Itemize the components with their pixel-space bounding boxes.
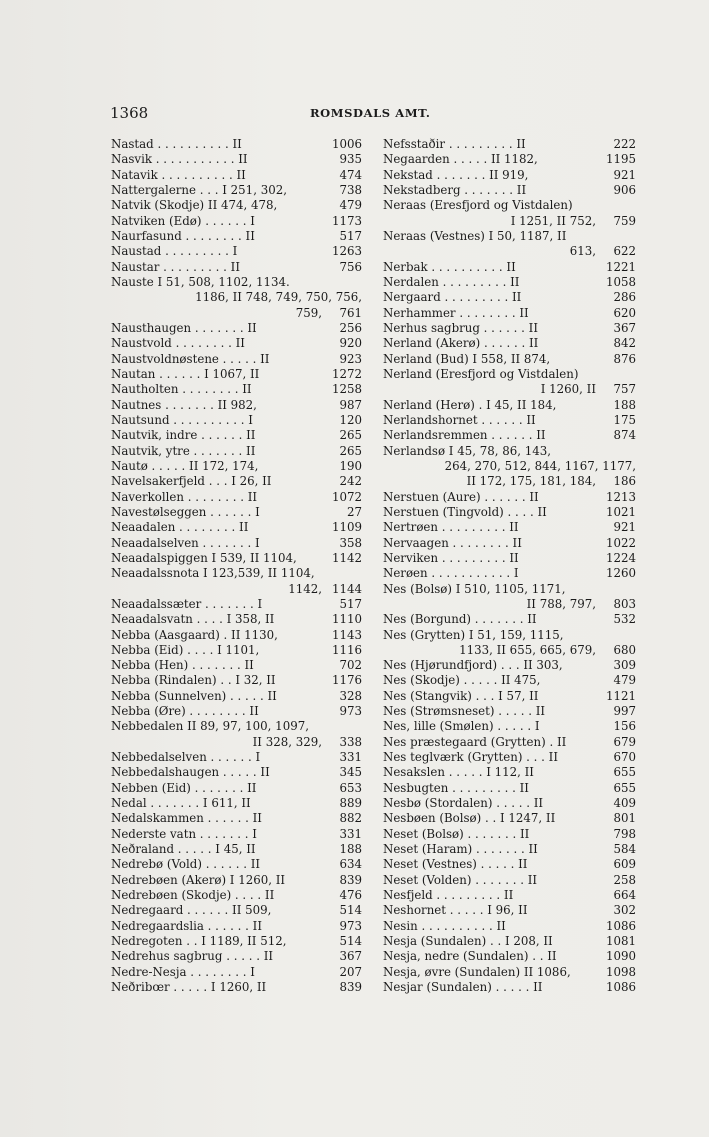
entry-line: Nautvik, ytre . . . . . . . II 265 (111, 443, 362, 458)
entry-line: Nerviken . . . . . . . . . II 1224 (383, 550, 636, 565)
index-entry (111, 474, 362, 489)
entry-line: Nervaagen . . . . . . . . II 1022 (383, 535, 636, 550)
index-entry (383, 551, 636, 566)
index-entry (111, 168, 362, 183)
entry-line: Naurfasund . . . . . . . . II 517 (111, 228, 362, 243)
index-entry (383, 321, 636, 336)
entry-line: Neset (Volden) . . . . . . . II 258 (383, 872, 636, 887)
index-entry (111, 612, 362, 627)
entry-line: Nebba (Øre) . . . . . . . . II 973 (111, 704, 362, 719)
entry-line: Natvik (Skodje) II 474, 478, 479 (111, 198, 362, 213)
index-entry (111, 796, 362, 811)
index-entry (111, 459, 362, 474)
entry-line: Nesja, nedre (Sundalen) . . II 1090 (383, 949, 636, 964)
entry-line: Nebba (Aasgaard) . II 1130, 1143 (111, 627, 362, 642)
entry-line: Neaadalspiggen I 539, II 1104, 1142 (111, 550, 362, 565)
index-entry (111, 321, 362, 336)
entry-line: Naustad . . . . . . . . . I 1263 (111, 244, 362, 259)
index-entry (111, 919, 362, 934)
index-entry (383, 183, 636, 198)
entry-line: Nekstadberg . . . . . . . II 906 (383, 182, 636, 197)
entry-line: Nes (Bolsø) I 510, 1105, 1171, (383, 581, 566, 596)
index-entry (383, 689, 636, 704)
entry-line: Nautvik, indre . . . . . . II 265 (111, 428, 362, 443)
index-entry (111, 704, 362, 719)
entry-line: Neshornet . . . . . I 96, II 302 (383, 903, 636, 918)
page-number: 1368 (110, 104, 149, 122)
index-entry (111, 949, 362, 964)
index-entry (383, 719, 636, 734)
index-entry (111, 781, 362, 796)
entry-line: Neset (Haram) . . . . . . . II 584 (383, 842, 636, 857)
index-entry (111, 260, 362, 275)
index-entry (111, 244, 362, 259)
entry-line: Nattergalerne . . . I 251, 302, 738 (111, 182, 362, 197)
index-entry (383, 428, 636, 443)
entry-line: Nebba (Hen) . . . . . . . II 702 (111, 658, 362, 673)
index-entry (383, 520, 636, 535)
index-entry (383, 413, 636, 428)
index-entry (111, 857, 362, 872)
index-entry (111, 183, 362, 198)
index-column-right (383, 137, 636, 995)
index-entry (111, 444, 362, 459)
entry-line: Naustvold . . . . . . . . II 920 (111, 336, 362, 351)
index-entry (383, 949, 636, 964)
index-entry (383, 919, 636, 934)
entry-line: Nerhammer . . . . . . . . II 620 (383, 305, 636, 320)
index-entry (383, 873, 636, 888)
index-entry (383, 444, 636, 490)
entry-line: Nastad . . . . . . . . . . II 1006 (111, 137, 362, 151)
index-entry (111, 658, 362, 673)
entry-line: Nautø . . . . . II 172, 174, 190 (111, 458, 362, 473)
index-entry (111, 352, 362, 367)
entry-line: Nesakslen . . . . . I 112, II 655 (383, 765, 636, 780)
index-entry (111, 336, 362, 351)
index-entry (111, 811, 362, 826)
index-entry (383, 367, 636, 398)
index-entry (111, 490, 362, 505)
index-entry (111, 903, 362, 918)
index-entry (383, 505, 636, 520)
index-entry (383, 137, 636, 152)
entry-line: Nesbøen (Bolsø) . . I 1247, II 801 (383, 811, 636, 826)
entry-line: Nerland (Akerø) . . . . . . II 842 (383, 336, 636, 351)
entry-continuation: 1133, II 655, 665, 679, 680 (459, 642, 636, 657)
entry-continuation: II 328, 329, 338 (252, 734, 362, 749)
index-entry (111, 566, 362, 597)
index-entry (383, 673, 636, 688)
entry-line: Nedalskammen . . . . . . II 882 (111, 811, 362, 826)
index-entry (383, 536, 636, 551)
index-entry (383, 735, 636, 750)
index-entry (383, 903, 636, 918)
index-entry (383, 934, 636, 949)
entry-line: Negaarden . . . . . II 1182, 1195 (383, 152, 636, 167)
index-entry (111, 505, 362, 520)
entry-continuation: II 788, 797, 803 (526, 596, 636, 611)
index-entry (383, 290, 636, 305)
entry-line: Nerland (Eresfjord og Vistdalen) (383, 366, 579, 381)
entry-line: Nebba (Rindalen) . . I 32, II 1176 (111, 673, 362, 688)
entry-line: Nesjar (Sundalen) . . . . . II 1086 (383, 980, 636, 995)
index-entry (111, 398, 362, 413)
entry-line: Nedrebøen (Akerø) I 1260, II 839 (111, 872, 362, 887)
entry-line: Navelsakerfjeld . . . I 26, II 242 (111, 474, 362, 489)
entry-line: Neraas (Eresfjord og Vistdalen) (383, 198, 573, 213)
index-entry (383, 229, 636, 260)
index-entry (383, 612, 636, 627)
index-entry (383, 842, 636, 857)
index-entry (111, 428, 362, 443)
entry-line: Nes (Hjørundfjord) . . . II 303, 309 (383, 658, 636, 673)
entry-line: Nesin . . . . . . . . . . II 1086 (383, 918, 636, 933)
index-entry (383, 490, 636, 505)
entry-line: Neaadalssæter . . . . . . . I 517 (111, 596, 362, 611)
index-entry (111, 214, 362, 229)
entry-line: Nes præstegaard (Grytten) . II 679 (383, 734, 636, 749)
entry-line: Neðraland . . . . . I 45, II 188 (111, 842, 362, 857)
index-entry (383, 888, 636, 903)
index-entry (383, 352, 636, 367)
entry-line: Nergaard . . . . . . . . . II 286 (383, 290, 636, 305)
index-entry (383, 704, 636, 719)
index-entry (111, 229, 362, 244)
entry-line: Nederste vatn . . . . . . . I 331 (111, 826, 362, 841)
entry-line: Natavik . . . . . . . . . . II 474 (111, 167, 362, 182)
entry-line: Neaadalselven . . . . . . . I 358 (111, 535, 362, 550)
index-entry (383, 658, 636, 673)
entry-line: Nebben (Eid) . . . . . . . II 653 (111, 780, 362, 795)
index-entry (111, 965, 362, 980)
entry-line: Neaadalssnota I 123,539, II 1104, (111, 566, 315, 581)
entry-line: Nautsund . . . . . . . . . . I 120 (111, 412, 362, 427)
index-entry (383, 336, 636, 351)
entry-line: Natviken (Edø) . . . . . . I 1173 (111, 213, 362, 228)
index-entry (111, 827, 362, 842)
entry-line: Nertrøen . . . . . . . . . II 921 (383, 520, 636, 535)
entry-line: Nedrebø (Vold) . . . . . . II 634 (111, 857, 362, 872)
index-entry (111, 980, 362, 995)
index-entry (111, 750, 362, 765)
index-entry (383, 796, 636, 811)
index-entry (383, 398, 636, 413)
entry-line: Nautan . . . . . . I 1067, II 1272 (111, 366, 362, 381)
entry-line: Nautnes . . . . . . . II 982, 987 (111, 397, 362, 412)
index-entry (111, 413, 362, 428)
entry-line: Neset (Bolsø) . . . . . . . II 798 (383, 826, 636, 841)
index-entry (383, 628, 636, 659)
entry-line: Navestølseggen . . . . . . I 27 (111, 504, 362, 519)
entry-line: Nedal . . . . . . . I 611, II 889 (111, 796, 362, 811)
entry-line: Nes (Borgund) . . . . . . . II 532 (383, 612, 636, 627)
entry-line: Nebbedalselven . . . . . . I 331 (111, 750, 362, 765)
entry-continuation: I 1251, II 752, 759 (510, 213, 636, 228)
index-entry (111, 888, 362, 903)
entry-line: Nesbugten . . . . . . . . . II 655 (383, 780, 636, 795)
entry-line: Nausthaugen . . . . . . . II 256 (111, 320, 362, 335)
index-entry (111, 643, 362, 658)
index-entry (383, 965, 636, 980)
entry-line: Nerbak . . . . . . . . . . II 1221 (383, 259, 636, 274)
entry-line: Nes (Skodje) . . . . . II 475, 479 (383, 673, 636, 688)
index-entry (111, 382, 362, 397)
index-entry (383, 781, 636, 796)
entry-continuation: 1186, II 748, 749, 750, 756, (195, 290, 362, 305)
entry-line: Nes (Strømsneset) . . . . . II 997 (383, 704, 636, 719)
entry-line: Nebbedalshaugen . . . . . II 345 (111, 765, 362, 780)
entry-line: Nesja, øvre (Sundalen) II 1086, 1098 (383, 964, 636, 979)
running-title: ROMSDALS AMT. (310, 106, 431, 120)
entry-line: Nerøen . . . . . . . . . . . I 1260 (383, 566, 636, 581)
entry-line: Nerstuen (Aure) . . . . . . II 1213 (383, 489, 636, 504)
entry-line: Nerlandsremmen . . . . . . II 874 (383, 428, 636, 443)
index-entry (111, 597, 362, 612)
index-entry (383, 260, 636, 275)
entry-line: Neset (Vestnes) . . . . . II 609 (383, 857, 636, 872)
entry-line: Nautholten . . . . . . . . II 1258 (111, 382, 362, 397)
index-entry (383, 306, 636, 321)
index-entry (383, 857, 636, 872)
entry-line: Nes (Stangvik) . . . I 57, II 1121 (383, 688, 636, 703)
entry-line: Nesja (Sundalen) . . I 208, II 1081 (383, 934, 636, 949)
entry-line: Nes, lille (Smølen) . . . . . I 156 (383, 719, 636, 734)
entry-line: Nekstad . . . . . . . II 919, 921 (383, 167, 636, 182)
entry-continuation: 759, 761 (295, 305, 362, 320)
entry-line: Nedrehus sagbrug . . . . . II 367 (111, 949, 362, 964)
index-entry (111, 673, 362, 688)
entry-line: Nes teglværk (Grytten) . . . II 670 (383, 750, 636, 765)
entry-continuation: I 1260, II 757 (540, 382, 636, 397)
entry-line: Naverkollen . . . . . . . . II 1072 (111, 489, 362, 504)
entry-line: Nasvik . . . . . . . . . . . II 935 (111, 152, 362, 167)
index-entry (383, 152, 636, 167)
entry-line: Nedre-Nesja . . . . . . . . I 207 (111, 964, 362, 979)
entry-line: Nebba (Sunnelven) . . . . . II 328 (111, 688, 362, 703)
entry-line: Nerland (Bud) I 558, II 874, 876 (383, 351, 636, 366)
entry-line: Neðribœr . . . . . I 1260, II 839 (111, 980, 362, 995)
entry-line: Nebba (Eid) . . . . I 1101, 1116 (111, 642, 362, 657)
entry-line: Nefsstaðir . . . . . . . . . II 222 (383, 137, 636, 151)
entry-line: Nes (Grytten) I 51, 159, 1115, (383, 627, 564, 642)
index-entry (111, 275, 362, 321)
index-entry (383, 168, 636, 183)
index-entry (383, 750, 636, 765)
index-entry (111, 689, 362, 704)
entry-line: Naustvoldnøstene . . . . . II 923 (111, 351, 362, 366)
index-entry (111, 551, 362, 566)
index-entry (111, 765, 362, 780)
index-entry (111, 137, 362, 152)
entry-continuation: 1142, 1144 (288, 581, 362, 596)
index-entry (111, 536, 362, 551)
index-entry (111, 873, 362, 888)
entry-line: Naustar . . . . . . . . . II 756 (111, 259, 362, 274)
entry-line: Nerstuen (Tingvold) . . . . II 1021 (383, 504, 636, 519)
entry-line: Neraas (Vestnes) I 50, 1187, II (383, 228, 567, 243)
index-entry (383, 827, 636, 842)
entry-line: Nedregaard . . . . . . II 509, 514 (111, 903, 362, 918)
index-entry (111, 719, 362, 750)
index-entry (383, 566, 636, 581)
entry-line: Nerdalen . . . . . . . . . II 1058 (383, 274, 636, 289)
entry-line: Nesbø (Stordalen) . . . . . II 409 (383, 796, 636, 811)
entry-continuation: II 172, 175, 181, 184, 186 (466, 474, 636, 489)
index-entry (383, 811, 636, 826)
index-column-left (111, 137, 362, 995)
index-entry (383, 275, 636, 290)
entry-continuation: 613, 622 (569, 244, 636, 259)
index-entry (111, 367, 362, 382)
index-entry (111, 198, 362, 213)
entry-line: Nerland (Herø) . I 45, II 184, 188 (383, 397, 636, 412)
entry-line: Nedrebøen (Skodje) . . . . II 476 (111, 888, 362, 903)
entry-line: Nerlandsø I 45, 78, 86, 143, (383, 443, 552, 458)
index-entry (111, 520, 362, 535)
index-entry (383, 582, 636, 613)
entry-line: Neaadalen . . . . . . . . II 1109 (111, 520, 362, 535)
entry-line: Nedregaardslia . . . . . . II 973 (111, 918, 362, 933)
index-entry (383, 980, 636, 995)
entry-line: Nesfjeld . . . . . . . . . II 664 (383, 888, 636, 903)
index-entry (383, 198, 636, 229)
index-entry (111, 628, 362, 643)
entry-line: Nerlandshornet . . . . . . II 175 (383, 412, 636, 427)
entry-line: Nauste I 51, 508, 1102, 1134. (111, 274, 290, 289)
index-entry (111, 934, 362, 949)
entry-line: Nedregoten . . I 1189, II 512, 514 (111, 934, 362, 949)
entry-line: Neaadalsvatn . . . . I 358, II 1110 (111, 612, 362, 627)
index-entry (383, 765, 636, 780)
index-entry (111, 152, 362, 167)
entry-line: Nebbedalen II 89, 97, 100, 1097, (111, 719, 309, 734)
entry-line: Nerhus sagbrug . . . . . . II 367 (383, 320, 636, 335)
index-entry (111, 842, 362, 857)
page-header (110, 104, 636, 124)
entry-continuation: 264, 270, 512, 844, 1167, 1177, (444, 458, 636, 473)
